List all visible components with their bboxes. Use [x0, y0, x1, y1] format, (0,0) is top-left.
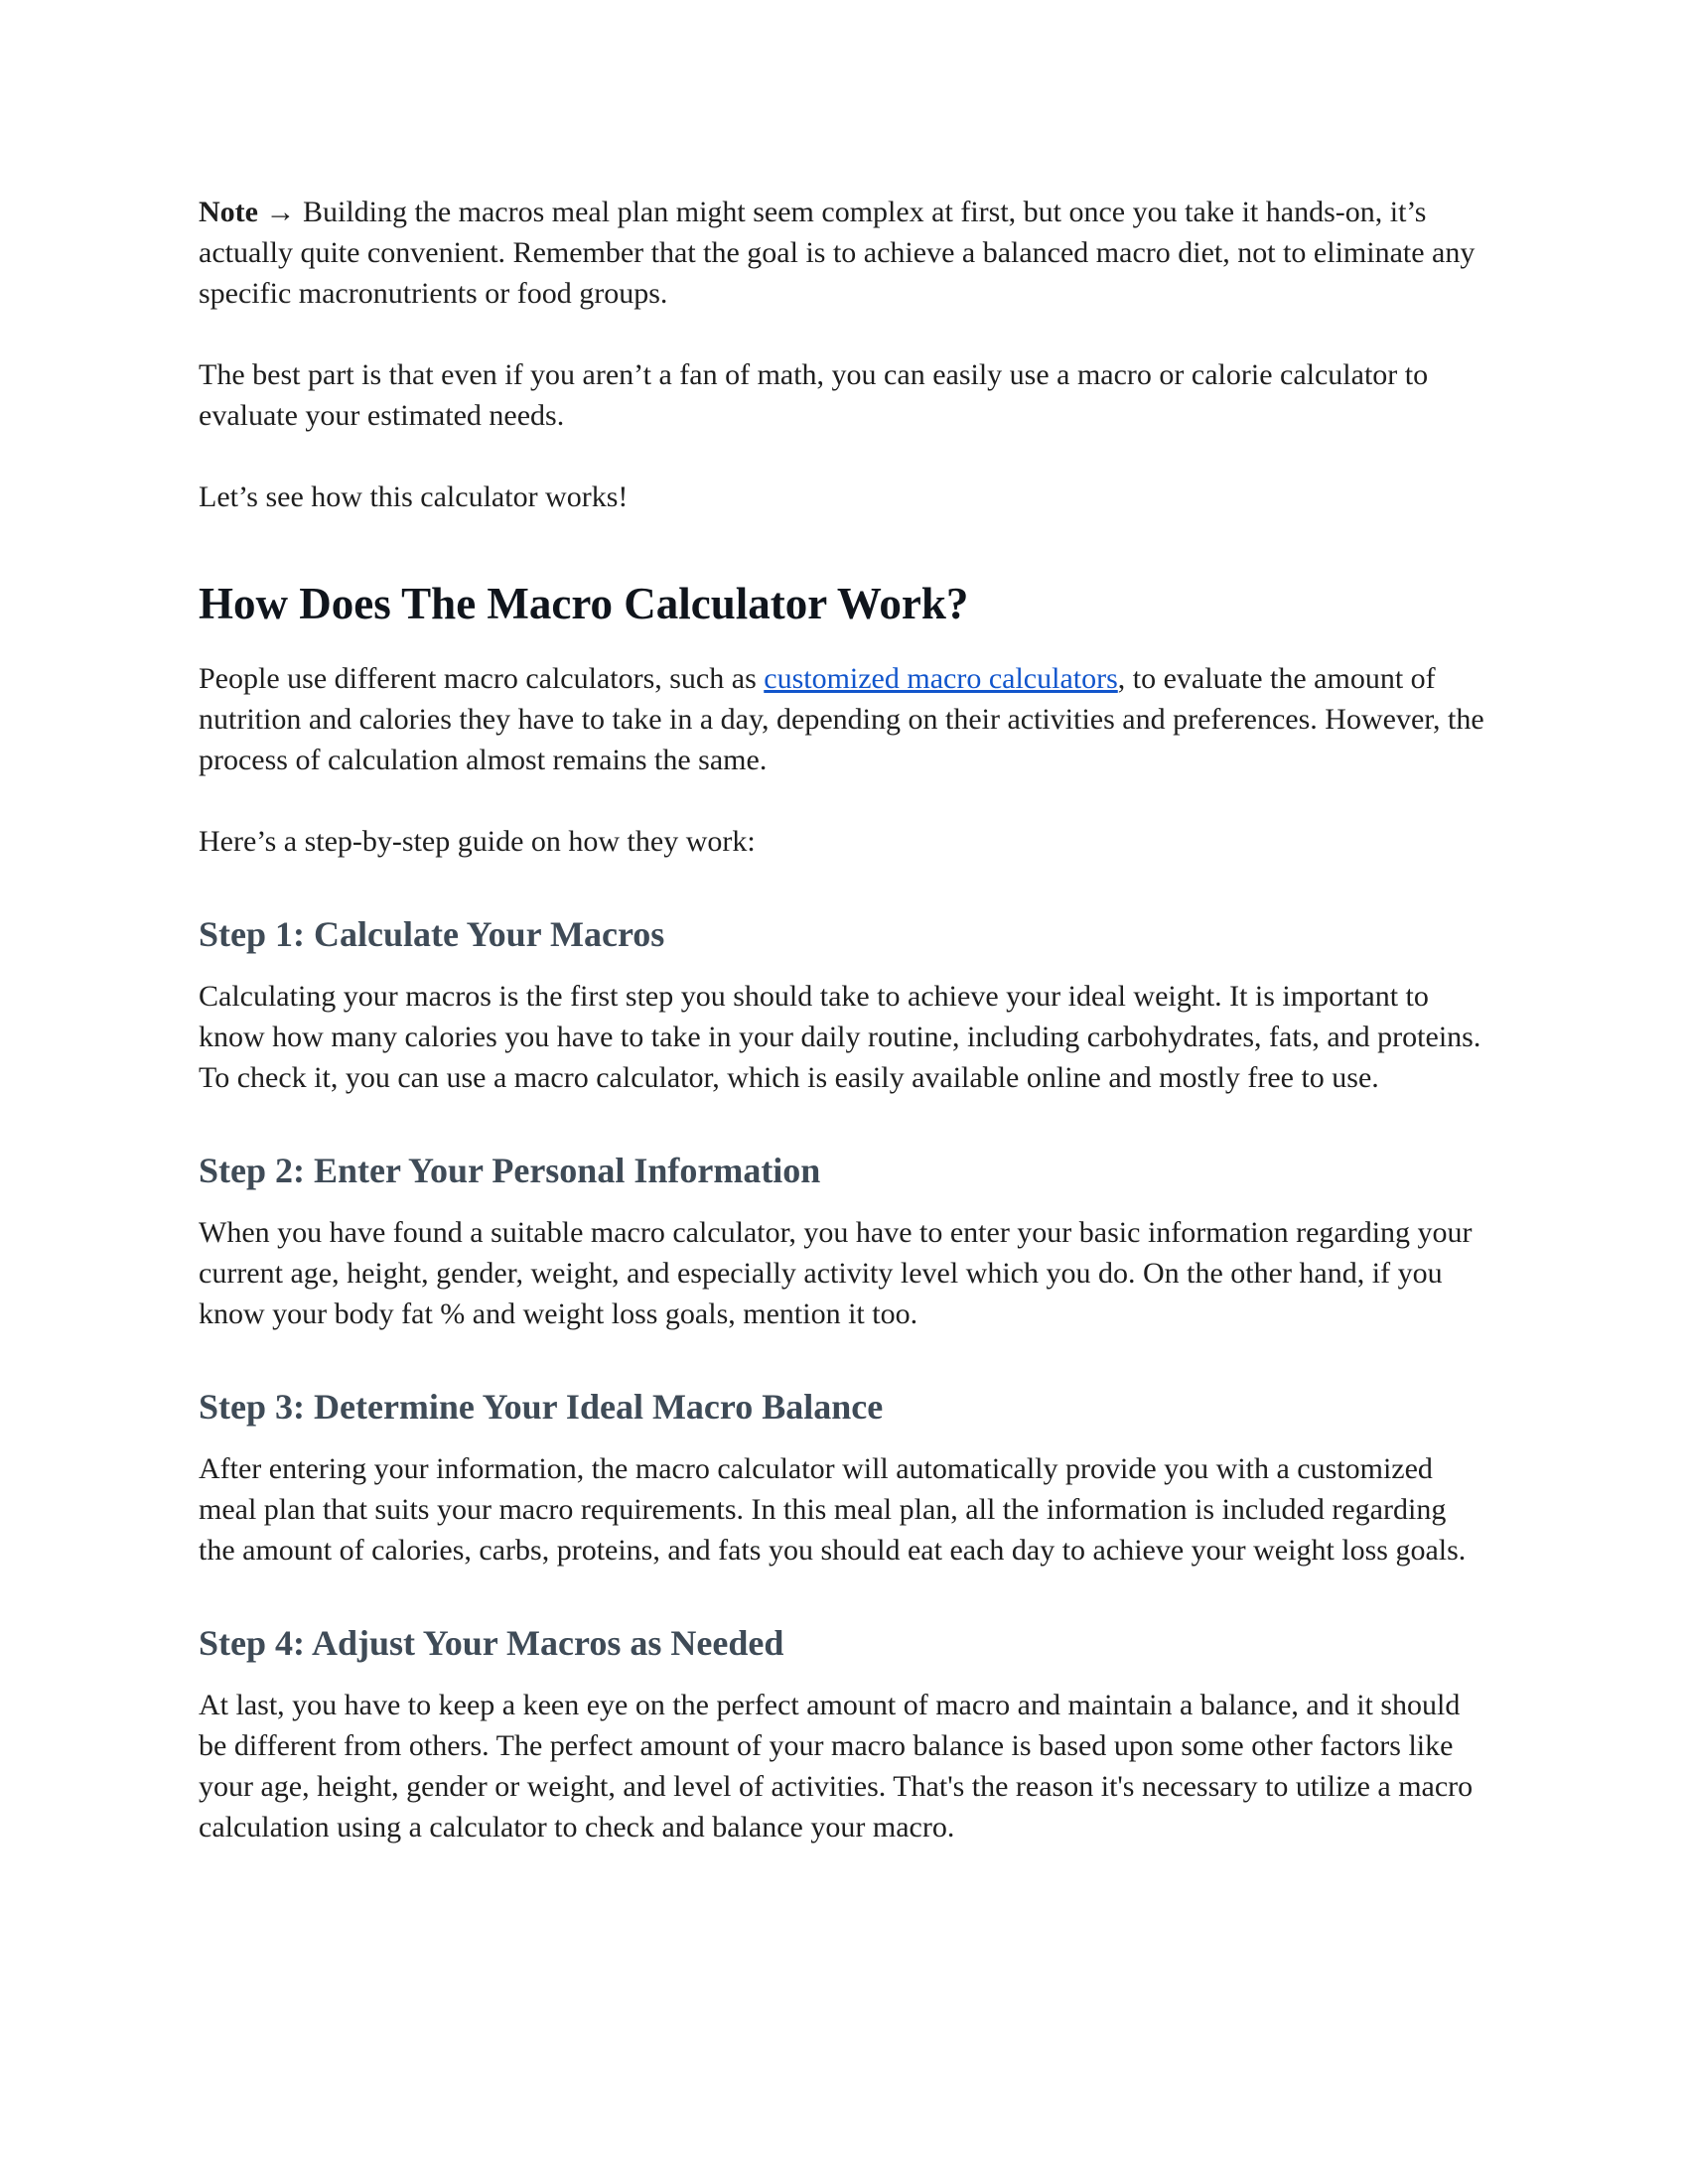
- step-3-paragraph: After entering your information, the macro calculator will automatically provide you with a customized meal plan that suits your macro requirements. In this meal plan, all the information is included regarding the amount of calories, carbs, proteins, and fats you should eat each day to achieve your weight loss goals.: [199, 1452, 1467, 1567]
- step-2-section: [199, 1139, 1489, 1334]
- lets-see-paragraph: Let’s see how this calculator works!: [199, 480, 629, 513]
- note-label: Note: [199, 196, 258, 228]
- calculator-intro-paragraph: [199, 658, 1489, 780]
- step-4-heading: Step 4: Adjust Your Macros as Needed: [199, 1623, 784, 1663]
- step-1-heading: Step 1: Calculate Your Macros: [199, 914, 665, 954]
- note-paragraph: [199, 192, 1489, 314]
- step-1-paragraph: Calculating your macros is the first step you should take to achieve your ideal weight. It is important to know how many calories you have to take in your daily routine, including carbohydrates, fats, and proteins. To check it, you can use a macro calculator, which is easily available online and mostly free to use.: [199, 980, 1481, 1094]
- customized-macro-calculators-link[interactable]: customized macro calculators: [764, 662, 1118, 695]
- best-part-paragraph: The best part is that even if you aren’t a fan of math, you can easily use a macro or calorie calculator to evaluate your estimated needs.: [199, 358, 1429, 432]
- intro-text-before-link: People use different macro calculators, such as: [199, 662, 765, 695]
- intro-text-after-link: , to evaluate the amount of nutrition and calories they have to take in a day, depending on their activities and preferences. However, the process of calculation almost remains the same.: [199, 662, 1484, 776]
- note-text: → Building the macros meal plan might seem complex at first, but once you take it hands-on, it’s actually quite convenient. Remember that the goal is to achieve a balanced macro diet, not to eliminate any specific macronutrients or food groups.: [199, 196, 1476, 310]
- step-3-section: [199, 1375, 1489, 1570]
- step-2-heading: Step 2: Enter Your Personal Information: [199, 1151, 821, 1190]
- step-3-heading: Step 3: Determine Your Ideal Macro Balance: [199, 1387, 884, 1427]
- main-heading: How Does The Macro Calculator Work?: [199, 579, 969, 628]
- step-4-section: [199, 1611, 1489, 1847]
- step-2-paragraph: When you have found a suitable macro calculator, you have to enter your basic information regarding your current age, height, gender, weight, and especially activity level which you do. On the other hand, if you know your body fat % and weight loss goals, mention it too.: [199, 1216, 1473, 1330]
- step-4-paragraph: At last, you have to keep a keen eye on the perfect amount of macro and maintain a balance, and it should be different from others. The perfect amount of your macro balance is based upon some other factors like your age, height, gender or weight, and level of activities. That's the reason it's necessary to utilize a macro calculation using a calculator to check and balance your macro.: [199, 1689, 1474, 1843]
- step-1-section: [199, 902, 1489, 1098]
- step-guide-lead-paragraph: Here’s a step-by-step guide on how they work:: [199, 825, 756, 858]
